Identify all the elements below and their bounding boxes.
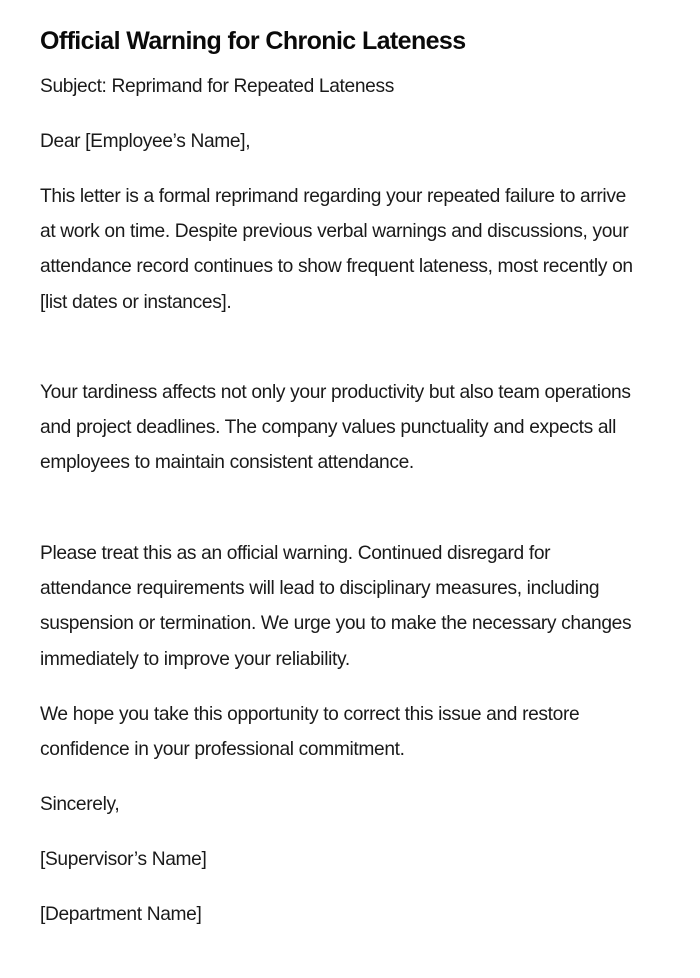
body-paragraph-3: Please treat this as an official warning. Continued disregard for attendance requirements will lead to disciplinary measures, including suspension or termination. We urge you to make the necessary changes immediately to improve your reliability. [40, 543, 632, 670]
signature-department: [Department Name] [40, 904, 202, 925]
document-title: Official Warning for Chronic Lateness [40, 27, 466, 55]
signature-name: [Supervisor’s Name] [40, 849, 207, 870]
subject-line: Subject: Reprimand for Repeated Lateness [40, 76, 394, 97]
closing: Sincerely, [40, 794, 120, 815]
body-paragraph-1: This letter is a formal reprimand regarding your repeated failure to arrive at work on time. Despite previous verbal warnings and discussions, your attendance record continues to show frequent lateness, most recently on [list dates or instances]. [40, 186, 633, 313]
salutation: Dear [Employee’s Name], [40, 131, 251, 152]
body-paragraph-4: We hope you take this opportunity to correct this issue and restore confidence in your professional commitment. [40, 704, 580, 761]
body-paragraph-2: Your tardiness affects not only your productivity but also team operations and project deadlines. The company values punctuality and expects all employees to maintain consistent attendance. [40, 382, 631, 474]
